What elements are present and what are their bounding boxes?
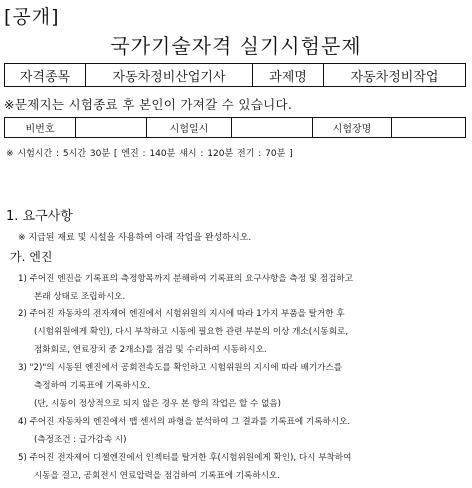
task-label: 과제명 <box>253 64 324 87</box>
requirement-item: 본래 상태로 조립하시오. <box>34 292 126 302</box>
requirement-item: (시험위원에게 확인), 다시 부착하고 시동에 필요한 관련 부분의 이상 개소(시동회로, <box>34 327 349 337</box>
qualification-label: 자격종목 <box>5 64 86 87</box>
part-title: 가. 엔진 <box>10 250 53 264</box>
requirement-item: 1) 주어진 엔진을 기록표의 측정항목까지 분해하여 기록표의 요구사항을 측정 및 점검하고 <box>18 274 353 284</box>
exam-number-value <box>76 118 147 138</box>
qualification-table <box>4 63 466 87</box>
exam-date-value <box>232 118 313 138</box>
requirement-item: 측정하여 기록표에 기록하시오. <box>34 381 151 391</box>
notice: ※문제지는 시험종료 후 본인이 가져갈 수 있습니다. <box>4 97 293 112</box>
exam-time-line: ※ 시험시간 : 5시간 30분 [ 엔진 : 140분 섀시 : 120분 전기 : 70분 ] <box>6 149 293 159</box>
exam-info-table <box>4 117 466 138</box>
requirement-item: (측정조건 : 급가감속 시) <box>34 435 127 445</box>
section-heading: 1. 요구사항 <box>6 209 73 224</box>
requirement-item: 3) "2)"의 시동된 엔진에서 공회전속도를 확인하고 시험위원의 지시에 따라 배기가스를 <box>18 363 343 373</box>
exam-number-label: 비번호 <box>5 118 76 138</box>
exam-date-label: 시험일시 <box>147 118 232 138</box>
public-tag: [공개] <box>4 6 60 28</box>
document-title: 국가기술자격 실기시험문제 <box>110 34 362 58</box>
requirement-item: 점화회로, 연료장치 중 2개소)를 점검 및 수리하여 시동하시오. <box>34 345 267 355</box>
exam-site-value <box>392 118 466 138</box>
requirement-item: 5) 주어진 전자제어 디젤엔진에서 인젝터를 탈거한 후(시험위원에게 확인), 다시 부착하여 <box>18 453 352 463</box>
qualification-value: 자동차정비산업기사 <box>86 64 253 87</box>
requirement-item: 시동을 걸고, 공회전시 연료압력을 점검하여 기록표에 기록하시오. <box>34 471 280 481</box>
task-value: 자동차정비작업 <box>324 64 466 87</box>
section-subnote: ※ 지급된 재료 및 시설을 사용하여 아래 작업을 완성하시오. <box>18 233 252 243</box>
exam-site-label: 시험장명 <box>313 118 392 138</box>
requirement-item: 4) 주어진 자동차의 엔진에서 맵 센서의 파형을 분석하여 그 결과를 기록표에 기록하시오. <box>18 417 351 427</box>
requirement-item: (단, 시동이 정상적으로 되지 않은 경우 본 항의 작업은 할 수 없음) <box>34 399 282 409</box>
requirement-item: 2) 주어진 자동차의 전자제어 엔진에서 시험위원의 지시에 따라 1가지 부품을 탈거한 후 <box>18 309 345 319</box>
